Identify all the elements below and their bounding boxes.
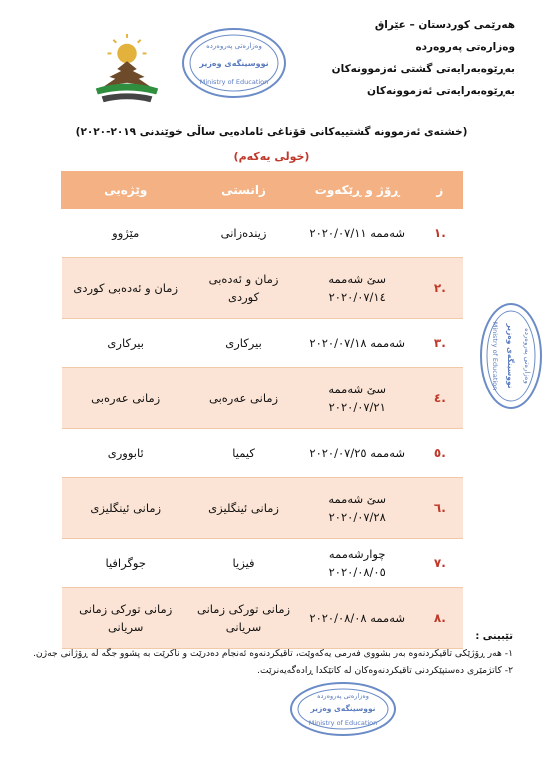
- science-subject: بیرکاری: [190, 319, 297, 368]
- table-row: [62, 258, 463, 319]
- row-number: .٨: [417, 588, 462, 649]
- row-number: .٢: [417, 258, 462, 319]
- header-line: بەڕێوەبەرایەتی ئەزموونەکان: [367, 85, 515, 97]
- day-name: شەممە: [370, 226, 405, 240]
- header-line: بەڕێوەبەرایەتی گشتی ئەزموونەکان: [331, 63, 515, 75]
- date-cell: [297, 429, 417, 478]
- stamp-text: نووسینگەی وەزیر: [199, 59, 269, 68]
- kurdistan-emblem-icon: [88, 32, 166, 110]
- ministry-stamp: [180, 26, 288, 100]
- date-value: ٢٠٢٠/٠٧/٢٨: [328, 510, 386, 524]
- date-value: ٢٠٢٠/٠٧/٢١: [328, 400, 386, 414]
- date-cell: [297, 319, 417, 368]
- literary-subject: زمانی تورکی زمانی سریانی: [62, 588, 190, 649]
- day-name: چوارشەممە: [328, 547, 386, 561]
- science-subject: زمانی ئینگلیزی: [190, 478, 297, 539]
- column-header-science: زانستی: [190, 172, 297, 209]
- column-header-number: ز: [417, 172, 462, 209]
- table-row: [62, 319, 463, 368]
- science-subject: زمان و ئەدەبی کوردی: [190, 258, 297, 319]
- science-subject: زیندەزانی: [190, 209, 297, 258]
- table-row: [62, 478, 463, 539]
- stamp-text: Ministry of Education: [308, 719, 378, 727]
- date-cell: [297, 478, 417, 539]
- row-number: .٥: [417, 429, 462, 478]
- day-name: شەممە: [370, 611, 405, 625]
- stamp-text: وەزارەتی پەروەردە: [523, 328, 531, 384]
- round-subtitle: (خولی یەکەم): [233, 150, 310, 163]
- literary-subject: ئابووری: [62, 429, 190, 478]
- date-value: ٢٠٢٠/٠٧/٢٥: [309, 446, 367, 460]
- date-value: ٢٠٢٠/٠٧/١١: [309, 226, 367, 240]
- literary-subject: زمانی ئینگلیزی: [62, 478, 190, 539]
- date-value: ٢٠٢٠/٠٨/٠٥: [328, 565, 386, 579]
- header-line: هەرێمی کوردستان – عێراق: [374, 19, 515, 31]
- row-number: .٤: [417, 368, 462, 429]
- date-cell: [297, 258, 417, 319]
- day-name: سێ شەممە: [328, 272, 387, 286]
- row-number: .٧: [417, 539, 462, 588]
- notes-section: [24, 628, 513, 679]
- literary-subject: زمانی عەرەبی: [62, 368, 190, 429]
- literary-subject: زمان و ئەدەبی کوردی: [62, 258, 190, 319]
- date-value: ٢٠٢٠/٠٧/١٨: [309, 336, 367, 350]
- header-line: وەزارەتی پەروەردە: [415, 41, 515, 53]
- day-name: شەممە: [370, 446, 405, 460]
- stamp-text: Ministry of Education: [199, 78, 269, 86]
- row-number: .٣: [417, 319, 462, 368]
- table-row: [62, 539, 463, 588]
- date-cell: [297, 539, 417, 588]
- stamp-text: نووسینگەی وەزیر: [310, 704, 376, 713]
- date-cell: [297, 368, 417, 429]
- date-value: ٢٠٢٠/٠٧/١٤: [328, 290, 386, 304]
- date-value: ٢٠٢٠/٠٨/٠٨: [309, 611, 367, 625]
- science-subject: کیمیا: [190, 429, 297, 478]
- note-item: ٢- کاتژمێری دەستپێکردنی تاقیکردنەوەکان لە کاتێکدا ڕادەگەیەنرێت.: [257, 665, 513, 676]
- science-subject: زمانی تورکی زمانی سریانی: [190, 588, 297, 649]
- ministry-stamp: [478, 300, 543, 412]
- column-header-literary: وێژەیی: [62, 172, 190, 209]
- row-number: .١: [417, 209, 462, 258]
- exam-schedule-table: [61, 171, 463, 649]
- row-number: .٦: [417, 478, 462, 539]
- day-name: شەممە: [370, 336, 405, 350]
- table-header-row: [62, 172, 463, 209]
- day-name: سێ شەممە: [328, 382, 387, 396]
- notes-label: تێبینی :: [475, 631, 513, 642]
- table-row: [62, 209, 463, 258]
- stamp-text: وەزارەتی پەروەردە: [206, 42, 262, 50]
- date-cell: [297, 209, 417, 258]
- stamp-text: Ministry of Education: [491, 321, 499, 391]
- ministry-header: [332, 14, 515, 102]
- table-row: [62, 429, 463, 478]
- science-subject: فیزیا: [190, 539, 297, 588]
- stamp-text: نووسینگەی وەزیر: [506, 323, 515, 389]
- day-name: سێ شەممە: [328, 492, 387, 506]
- literary-subject: جوگرافیا: [62, 539, 190, 588]
- note-item: ١- هەر ڕۆژێکی تاقیکردنەوە بەر بشووی فەرمی یەکەوێت، تاقیکردنەوە ئەنجام دەدرێت و ناکرێت بە پشوو جگە لە ڕۆژانی جەژن.: [33, 648, 513, 659]
- column-header-date: ڕۆژ و ڕێکەوت: [297, 172, 417, 209]
- literary-subject: مێژوو: [62, 209, 190, 258]
- stamp-text: وەزارەتی پەروەردە: [317, 692, 369, 700]
- schedule-title: (خشتەی ئەزموونە گشتییەکانی قۆناغی ئامادەیی ساڵی خوێندنی ٢٠١٩-٢٠٢٠): [75, 126, 468, 138]
- literary-subject: بیرکاری: [62, 319, 190, 368]
- science-subject: زمانی عەرەبی: [190, 368, 297, 429]
- table-row: [62, 368, 463, 429]
- ministry-stamp: [288, 680, 398, 738]
